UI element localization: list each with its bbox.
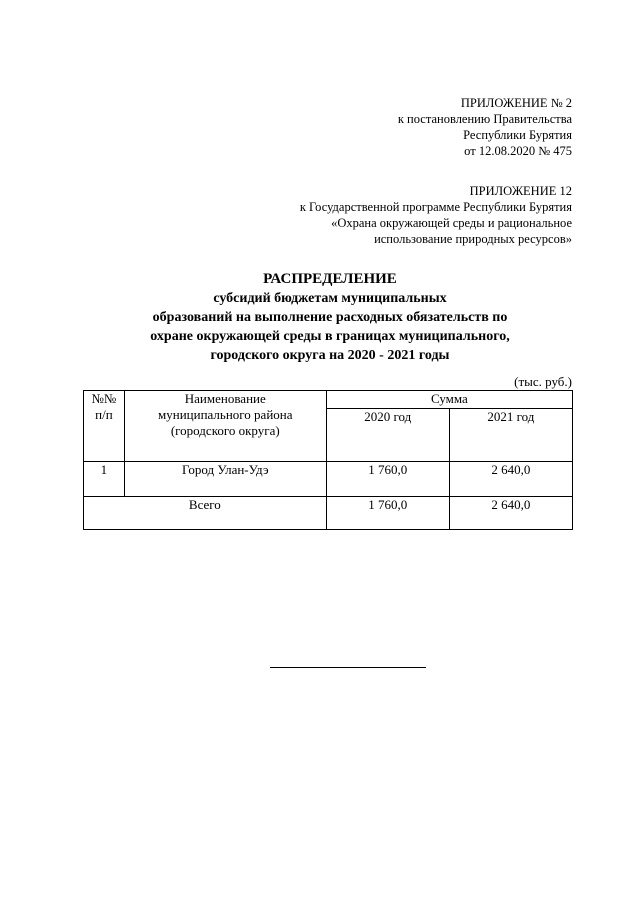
appendix-2-block (398, 95, 572, 159)
appendix-12-line: «Охрана окружающей среды и рациональное (331, 216, 572, 230)
table-header-row (84, 391, 573, 409)
document-title-block (60, 270, 600, 365)
row-value-2021: 2 640,0 (449, 462, 572, 497)
header-name-label: муниципального района (158, 407, 293, 422)
appendix-2-date: от 12.08.2020 № 475 (464, 144, 572, 158)
header-sum-cell: Сумма (326, 391, 572, 409)
header-year-2021: 2021 год (449, 409, 572, 462)
header-name-label: (городского округа) (170, 423, 280, 438)
total-label: Всего (84, 497, 327, 530)
row-municipality-name: Город Улан-Удэ (124, 462, 326, 497)
header-number-label: №№ (91, 391, 117, 406)
appendix-12-title: ПРИЛОЖЕНИЕ 12 (469, 184, 572, 198)
appendix-2-title: ПРИЛОЖЕНИЕ № 2 (460, 96, 572, 110)
header-year-2020: 2020 год (326, 409, 449, 462)
document-subtitle-line: городского округа на 2020 - 2021 годы (210, 348, 450, 363)
appendix-12-line: использование природных ресурсов» (374, 232, 572, 246)
header-number-label: п/п (95, 407, 113, 422)
appendix-2-line: к постановлению Правительства (397, 112, 572, 126)
table-total-row (84, 497, 573, 530)
appendix-12-line: к Государственной программе Республики Бурятия (299, 200, 572, 214)
document-subtitle-line: образований на выполнение расходных обязательств по (152, 310, 508, 325)
appendix-12-block (300, 183, 572, 247)
document-subtitle-line: субсидий бюджетам муниципальных (213, 291, 447, 306)
header-number-cell (84, 391, 125, 462)
document-title: РАСПРЕДЕЛЕНИЕ (263, 271, 397, 287)
total-value-2020: 1 760,0 (326, 497, 449, 530)
header-name-cell (124, 391, 326, 462)
row-number: 1 (84, 462, 125, 497)
document-subtitle-line: охране окружающей среды в границах муниципального, (150, 329, 510, 344)
units-label: (тыс. руб.) (514, 374, 572, 389)
appendix-2-line: Республики Бурятия (463, 128, 572, 142)
table-row (84, 462, 573, 497)
distribution-table (83, 390, 573, 530)
total-value-2021: 2 640,0 (449, 497, 572, 530)
row-value-2020: 1 760,0 (326, 462, 449, 497)
header-name-label: Наименование (184, 391, 266, 406)
closing-rule-line (270, 667, 426, 668)
